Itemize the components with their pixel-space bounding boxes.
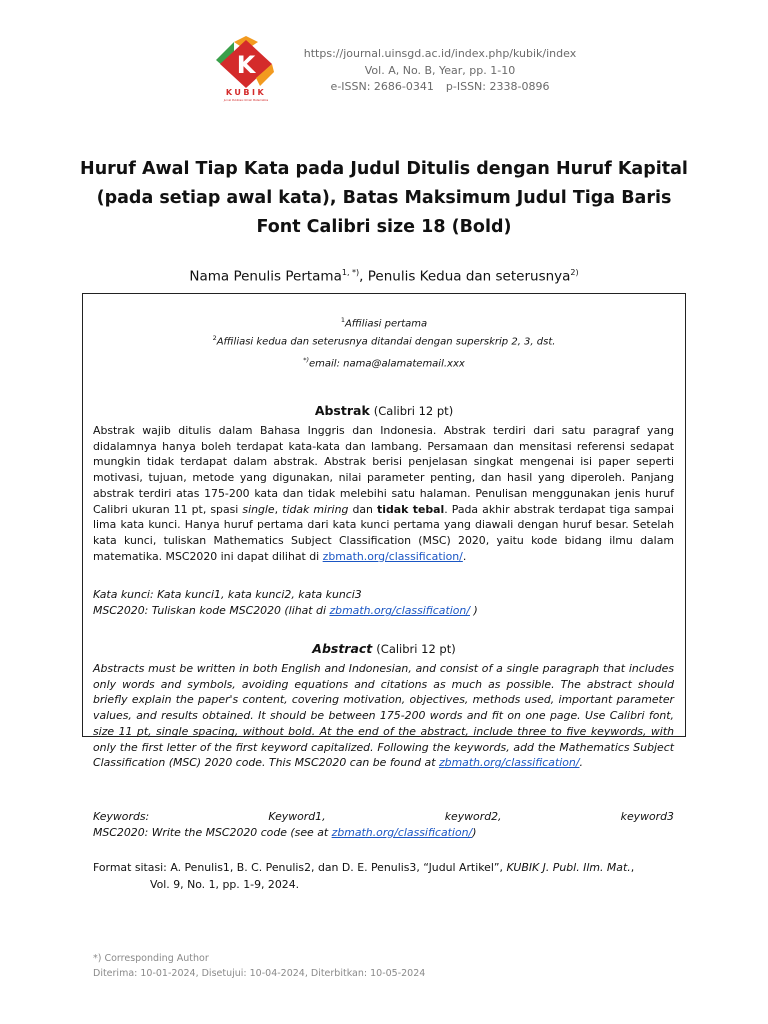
author-sep: ,	[359, 268, 368, 285]
kata-kunci: Kata kunci: Kata kunci1, kata kunci2, kata kunci3	[93, 588, 362, 601]
page-footer	[93, 951, 693, 981]
citation-comma: ,	[630, 861, 635, 874]
affiliation-2-text: Affiliasi kedua dan seterusnya ditandai dengan superskrip 2, 3, dst.	[216, 336, 556, 348]
logo-brand: KUBIK	[225, 88, 267, 97]
author-first-sup: 1, *)	[341, 268, 360, 277]
citation-journal: KUBIK J. Publ. Ilm. Mat.	[506, 861, 631, 874]
abstract-end: .	[579, 756, 583, 770]
volume-line: Vol. A, No. B, Year, pp. 1-10	[364, 63, 516, 77]
author-line	[0, 268, 768, 285]
abstract-heading	[82, 641, 686, 656]
abstract-note: (Calibri 12 pt)	[376, 642, 456, 656]
abstract-text: Abstracts must be written in both English and Indonesian, and consist of a single paragraph that includes only words and symbols, avoiding equations and citations as much as possible. The abstract should briefly explain the paper's content, covering motivation, objectives, methods used, important parameter values, and results obtained. It should be between 175-200 words and fit on one page. Use Calibri font, size 11 pt, single spacing, without bold. At the end of the abstract, include three to five keywords, with only the first letter of the first keyword capitalized. Following the keywords, add the Mathematics Subject Classification (MSC) 2020 code. This MSC2020 can be found at	[93, 662, 674, 770]
corresponding-note: *) Corresponding Author	[93, 953, 209, 964]
affiliation-2	[82, 331, 686, 349]
msc-en-link[interactable]: zbmath.org/classification/	[331, 826, 473, 839]
abstrak-tidak-tebal: tidak tebal	[377, 502, 445, 516]
kubik-logo	[212, 36, 280, 102]
journal-info	[290, 46, 590, 96]
abstrak-text-1: Abstrak wajib ditulis dalam Bahasa Inggris dan Indonesia. Abstrak terdiri dari satu paragraf yang didalamnya hanya boleh terdapat kata-kata dan lambang. Persamaan dan mensitasi referensi sedapat mungkin tidak terdapat dalam abstrak. Abstrak berisi penjelasan singkat mengenai isi paper seperti motivasi, tujuan, metode yang digunakan, nilai parameter penting, dan hasil yang diperoleh. Panjang abstrak terdiri atas 175-200 kata dan tidak melebihi satu halaman. Penulisan menggunakan jenis huruf Calibri ukuran 11 pt, spasi	[93, 424, 674, 516]
citation-prefix: Format sitasi: A. Penulis1, B. C. Penulis2, dan D. E. Penulis3, “Judul Artikel”,	[93, 861, 507, 874]
affiliation-1-text: Affiliasi pertama	[344, 318, 428, 330]
affiliations	[82, 313, 686, 350]
abstrak-note: (Calibri 12 pt)	[373, 404, 454, 418]
keyword-2: keyword2,	[444, 810, 502, 823]
msc-en-suffix: )	[472, 826, 477, 839]
msc-id-suffix: )	[470, 604, 478, 617]
keywords-label: Keywords:	[93, 810, 150, 823]
eissn: e-ISSN: 2686-0341	[330, 80, 434, 93]
corresponding-email	[82, 356, 686, 369]
abstrak-title: Abstrak	[314, 403, 370, 418]
keywords-line	[93, 809, 674, 825]
journal-header	[0, 34, 768, 104]
affiliation-1-sup: 1	[340, 316, 345, 324]
abstrak-tidak-miring: tidak miring	[282, 502, 349, 516]
abstrak-msc-link[interactable]: zbmath.org/classification/	[322, 549, 463, 563]
author-second: Penulis Kedua dan seterusnya	[367, 268, 571, 285]
affiliation-2-sup: 2	[212, 334, 217, 343]
abstract-title: Abstract	[312, 641, 373, 656]
abstract-body	[93, 661, 674, 771]
abstrak-single: single	[242, 502, 275, 516]
abstrak-end: .	[462, 549, 467, 563]
abstrak-dan: dan	[348, 502, 378, 516]
citation-line-2: Vol. 9, No. 1, pp. 1-9, 2024.	[150, 878, 300, 891]
msc-line-id	[93, 603, 674, 619]
affiliation-1	[82, 313, 686, 331]
issn-line	[290, 79, 590, 96]
author-second-sup: 2)	[570, 268, 579, 277]
author-first: Nama Penulis Pertama	[189, 268, 342, 285]
paper-title: Huruf Awal Tiap Kata pada Judul Ditulis dengan Huruf Kapital (pada setiap awal kata), Batas Maksimum Judul Tiga Baris Font Calibri size 18 (Bold)	[80, 159, 688, 237]
citation-format	[93, 859, 678, 893]
abstract-msc-link[interactable]: zbmath.org/classification/	[438, 756, 580, 770]
msc-id-link[interactable]: zbmath.org/classification/	[329, 604, 470, 617]
msc-id-prefix: MSC2020: Tuliskan kode MSC2020 (lihat di	[93, 604, 330, 617]
msc-line-en	[93, 825, 674, 841]
publication-dates: Diterima: 10-01-2024, Disetujui: 10-04-2024, Diterbitkan: 10-05-2024	[93, 968, 426, 979]
pissn: p-ISSN: 2338-0896	[445, 80, 550, 93]
email-sup: *)	[303, 356, 309, 364]
abstrak-comma: ,	[274, 502, 283, 516]
logo-tagline: Jurnal Publikasi Ilmiah Matematika	[223, 99, 269, 102]
abstrak-text-2: . Pada akhir abstrak terdapat tiga sampai lima kata kunci. Hanya huruf pertama dari kata kunci pertama yang diawali dengan huruf besar. Setelah kata kunci, tuliskan Mathematics Subject Classification (MSC) 2020, yaitu kode bidang ilmu dalam matematika. MSC2020 ini dapat dilihat di	[93, 502, 674, 563]
keyword-3: keyword3	[620, 810, 674, 823]
keyword-1: Keyword1,	[268, 810, 326, 823]
abstrak-body	[93, 423, 674, 564]
journal-url[interactable]: https://journal.uinsgd.ac.id/index.php/kubik/index	[303, 47, 577, 60]
abstrak-heading	[82, 403, 686, 418]
citation-line-1	[93, 859, 678, 876]
email-text: email: nama@alamatemail.xxx	[309, 358, 465, 370]
msc-en-prefix: MSC2020: Write the MSC2020 code (see at	[93, 826, 332, 839]
logo-letter: K	[236, 51, 256, 79]
